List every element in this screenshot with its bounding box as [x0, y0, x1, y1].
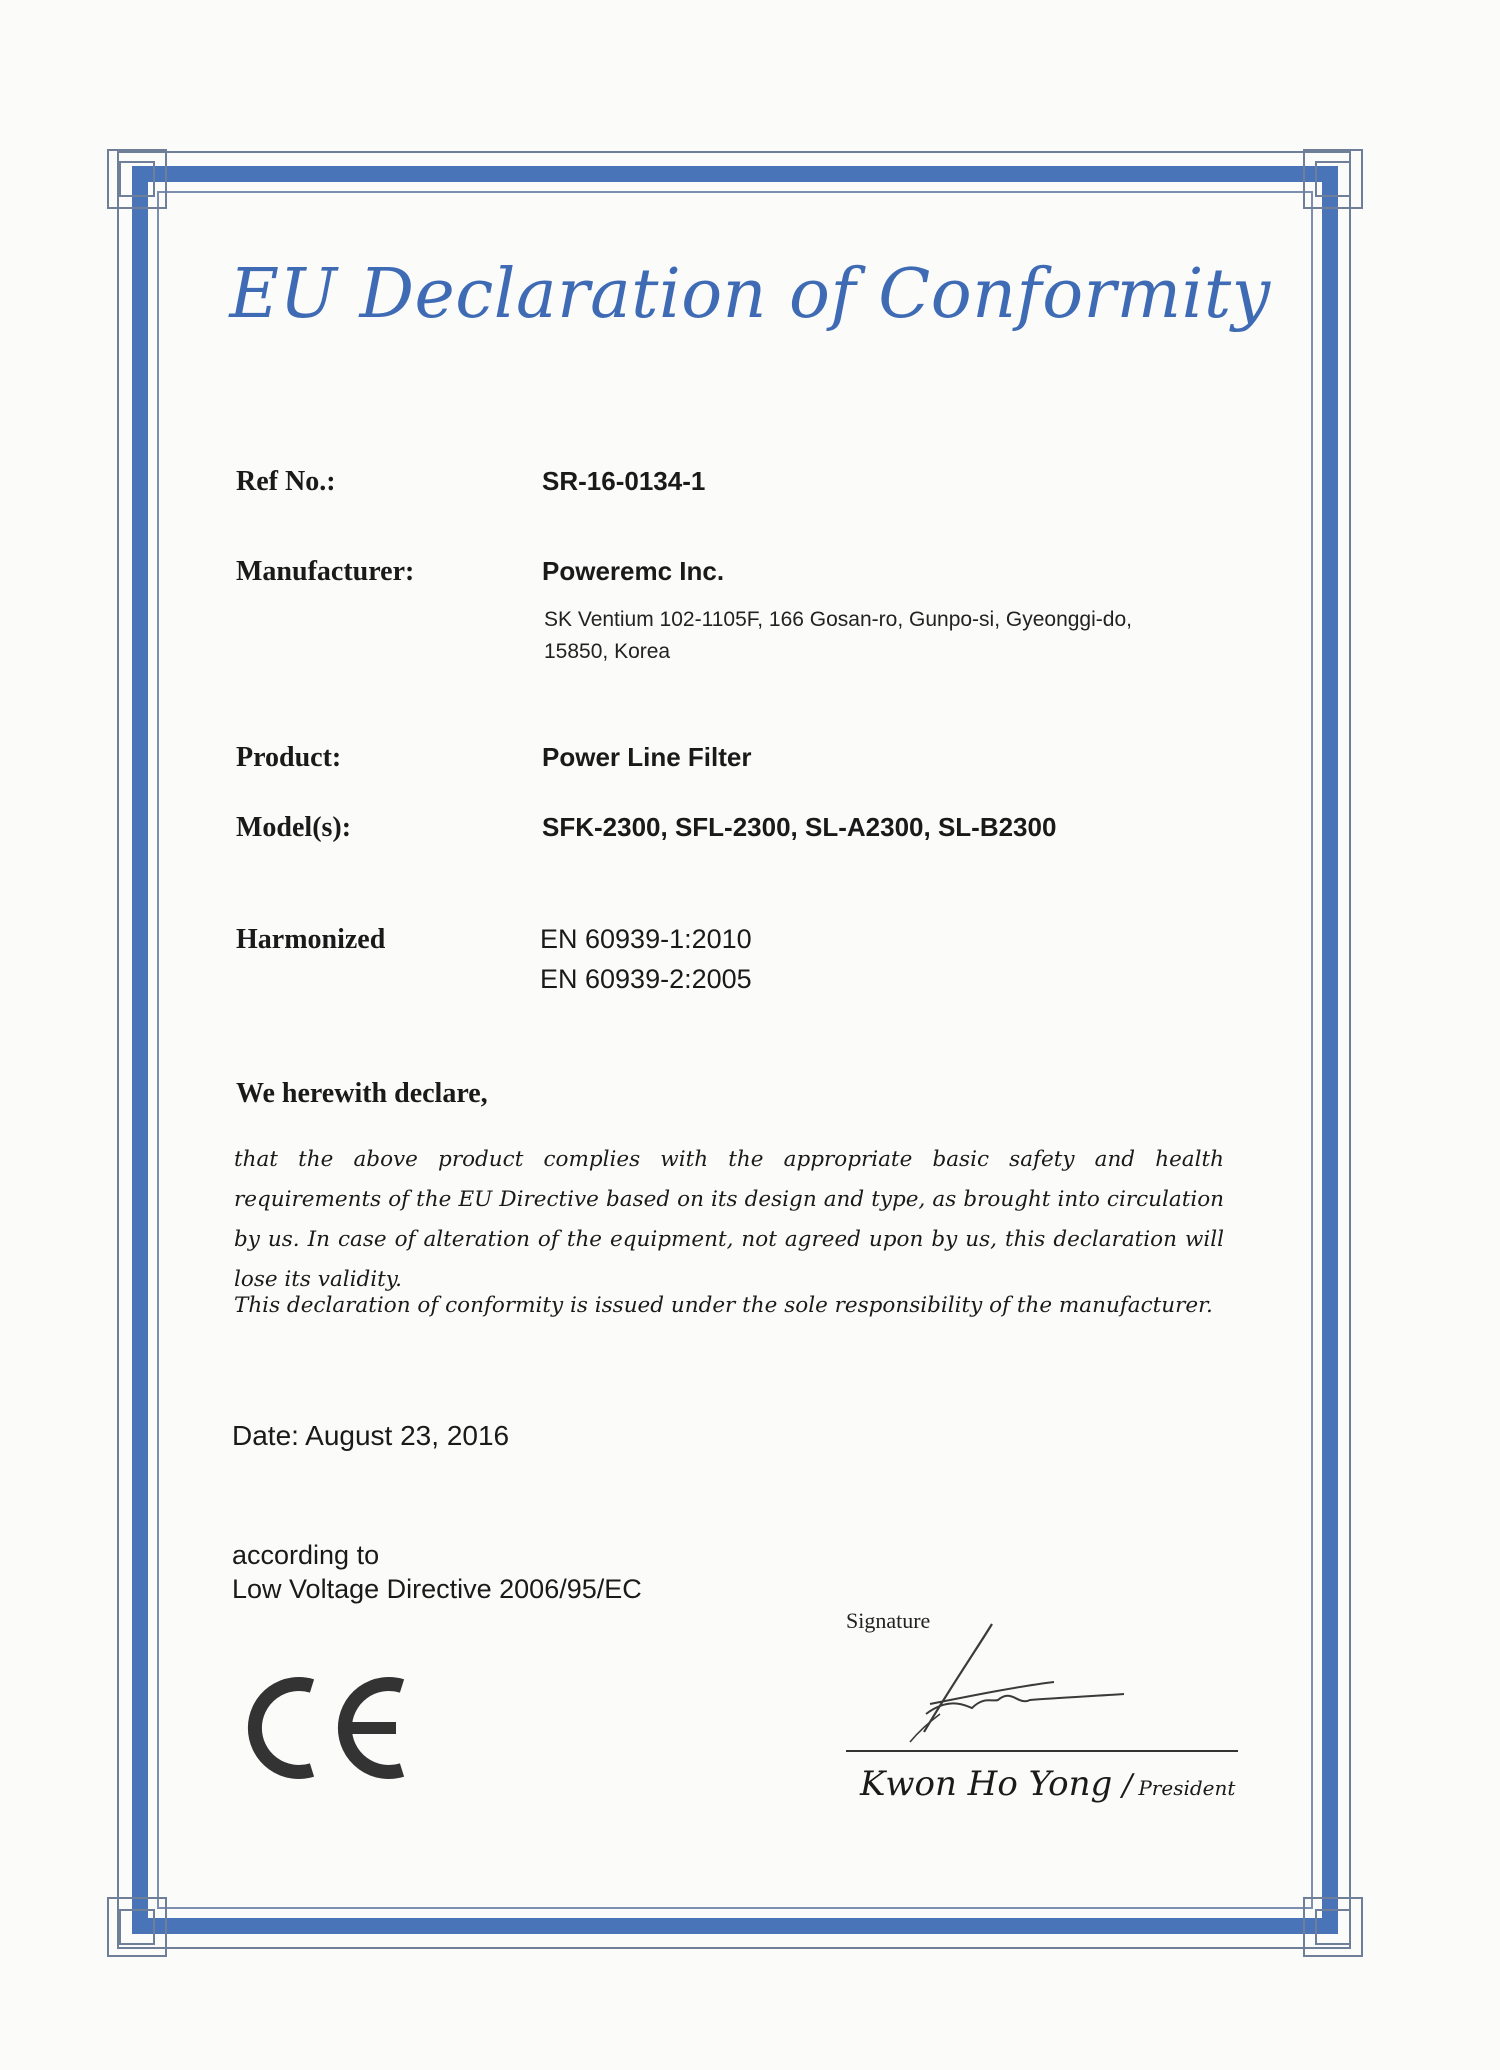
ce-mark-logo — [238, 1668, 418, 1788]
harmonized-label: Harmonized — [236, 924, 386, 955]
handwritten-signature — [880, 1610, 1180, 1750]
signature-line — [846, 1750, 1238, 1752]
ref-label: Ref No.: — [236, 466, 336, 497]
harmonized-standard-1: EN 60939-1:2010 — [540, 924, 752, 954]
models-value: SFK-2300, SFL-2300, SL-A2300, SL-B2300 — [542, 812, 1057, 842]
signer-block — [860, 1764, 1235, 1804]
document-title: EU Declaration of Conformity — [229, 255, 1271, 334]
ref-value: SR-16-0134-1 — [542, 466, 706, 496]
manufacturer-name: Poweremc Inc. — [542, 556, 725, 586]
directive-line-1: according to — [232, 1540, 380, 1570]
signer-separator: / — [1122, 1768, 1133, 1803]
models-label: Model(s): — [236, 812, 352, 843]
product-value: Power Line Filter — [542, 742, 752, 772]
declaration-paragraph-1: that the above product complies with the appropriate basic safety and health requirements of the EU Directive based on its design and type, as brought into circulation by us. In case of alteration of the equipment, not agreed upon by us, this declaration will lose its validity. — [234, 1147, 1224, 1292]
harmonized-standard-2: EN 60939-2:2005 — [540, 964, 752, 994]
signature-label: Signature — [846, 1608, 931, 1633]
manufacturer-address-line2: 15850, Korea — [544, 640, 671, 663]
product-label: Product: — [236, 742, 342, 773]
directive-line-2: Low Voltage Directive 2006/95/EC — [232, 1574, 642, 1604]
directive-block — [232, 1538, 642, 1606]
manufacturer-address-line1: SK Ventium 102-1105F, 166 Gosan-ro, Gunpo-si, Gyeonggi-do, — [544, 608, 1132, 631]
declaration-date: Date: August 23, 2016 — [232, 1420, 510, 1451]
signer-role: President — [1138, 1776, 1236, 1800]
manufacturer-label: Manufacturer: — [236, 556, 415, 587]
declaration-heading: We herewith declare, — [236, 1078, 488, 1109]
signer-name: Kwon Ho Yong — [860, 1764, 1113, 1804]
declaration-paragraph-2: This declaration of conformity is issued under the sole responsibility of the manufacturer. — [234, 1293, 1213, 1318]
